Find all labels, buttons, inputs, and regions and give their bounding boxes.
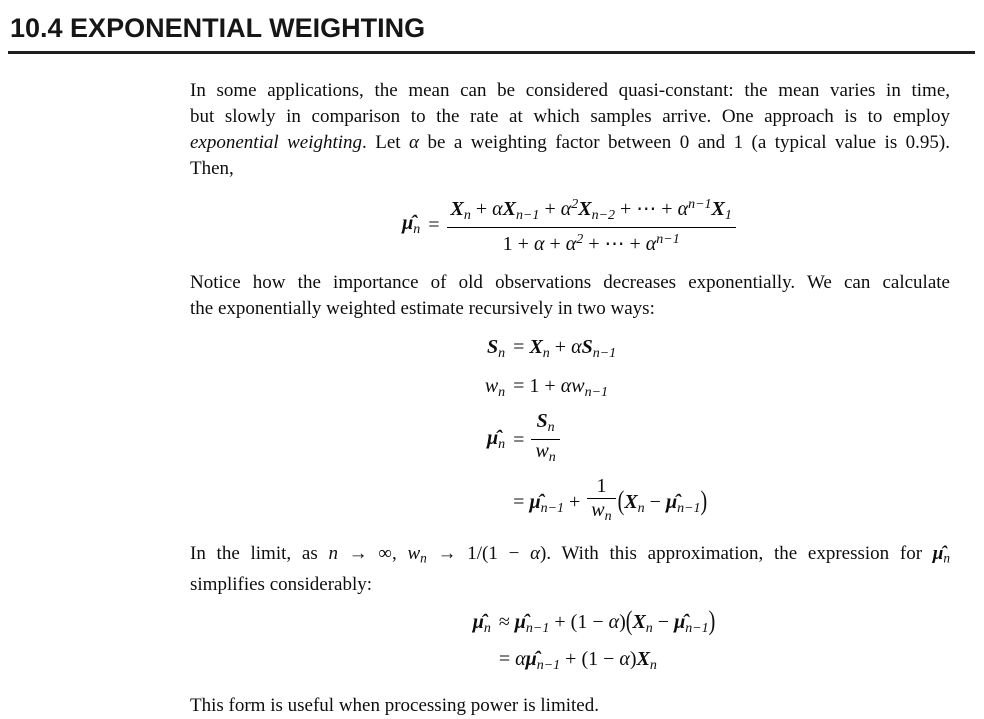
text-line: simplifies considerably: bbox=[190, 574, 373, 596]
text-line: In some applications, the mean can be considered quasi-constant: the mean varies in time, bbox=[190, 80, 950, 101]
fraction: $\frac{1}{wn}$ bbox=[587, 475, 615, 528]
fraction: $\frac{Sn}{wn}$ bbox=[531, 410, 559, 469]
text-line: This form is useful when processing power is limited. bbox=[190, 694, 599, 716]
equation-row: = αμ̂n−1 + (1 − α)Xn bbox=[498, 648, 657, 673]
text-line: but slowly in comparison to the rate at which samples arrive. One approach is to employ bbox=[190, 106, 950, 127]
equation-row: = μ̂n−1 + $\frac{1}{wn}$ (Xn − μ̂n−1) bbox=[485, 474, 707, 533]
equation-exponential-weighted-mean bbox=[402, 193, 738, 260]
equation-row: μ̂n ≈ μ̂n−1 + (1 − α)(Xn − μ̂n−1) bbox=[472, 606, 716, 637]
text-line: In the limit, as n → ∞, wn → 1/(1 − α). With this approximation, the expression for μ̂n bbox=[190, 543, 951, 567]
section-heading: 10.4 EXPONENTIAL WEIGHTING bbox=[10, 13, 426, 43]
equation-recursive-forms bbox=[485, 331, 707, 533]
paragraph-limit bbox=[190, 541, 950, 598]
equation-row: Sn = Xn + αSn−1 bbox=[487, 335, 617, 361]
fraction: $\frac{Xn + \alpha Xn-1 + \alpha^2Xn-2 + \cdots + \alpha^{n-1}X1}{1 + \alpha + \alpha^2 + \cdots + \alpha^{n-1}}$ bbox=[447, 193, 736, 256]
equation-row: μ̂n = $\frac{Sn}{wn}$ bbox=[485, 409, 707, 474]
content-column bbox=[190, 78, 950, 719]
equation-row: wn = 1 + αwn−1 bbox=[484, 374, 609, 400]
text-line: the exponentially weighted estimate recursively in two ways: bbox=[190, 297, 655, 319]
paragraph-closing bbox=[190, 693, 950, 719]
text-line: exponential weighting. Let α be a weighting factor between 0 and 1 (a typical value is 0.95). bbox=[190, 132, 951, 153]
text-line: Then, bbox=[190, 158, 234, 179]
paragraph-intro bbox=[190, 78, 950, 182]
text-line: Notice how the importance of old observations decreases exponentially. We can calculate bbox=[190, 271, 950, 293]
paragraph-recursive-intro bbox=[190, 270, 950, 322]
equation-approximation bbox=[473, 607, 716, 681]
equation-row: μ̂n = $\frac{Xn + \alpha Xn-1 + \alpha^2Xn-2 + \cdots + \alpha^{n-1}X1}{1 + \alpha + \alpha^2 + \cdots + \alpha^{n-1}}$ bbox=[402, 193, 738, 260]
heading-rule bbox=[8, 51, 975, 54]
